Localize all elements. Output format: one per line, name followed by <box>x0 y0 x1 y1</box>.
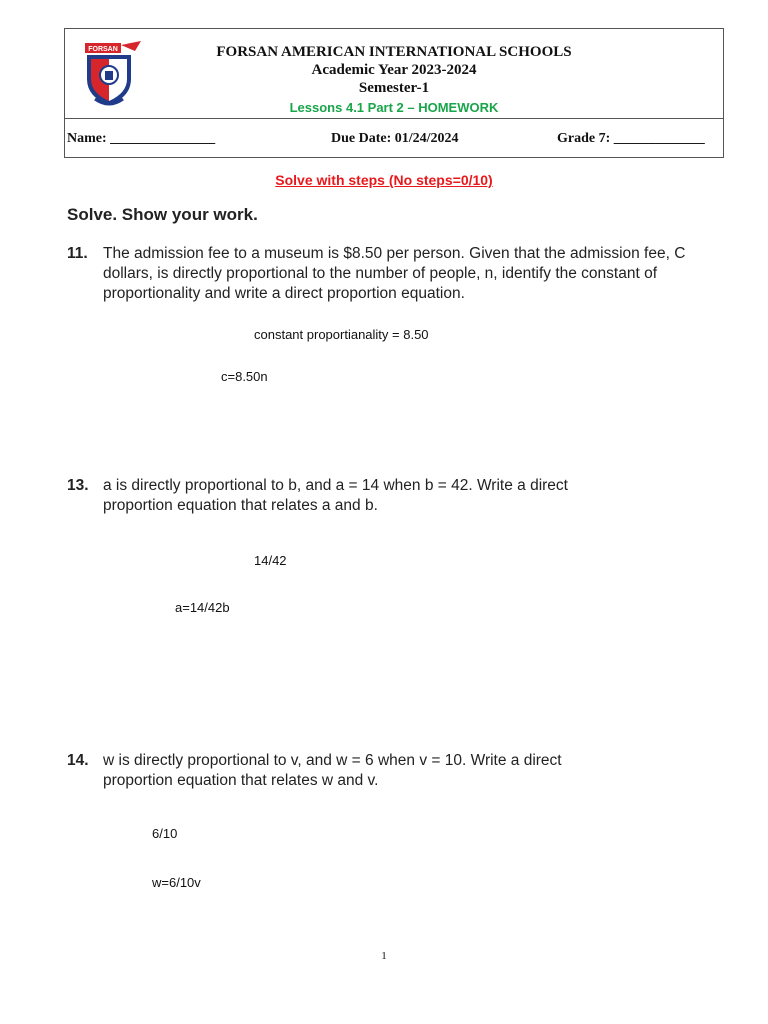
answer-14-line-1: 6/10 <box>152 826 178 841</box>
question-number: 14. <box>67 752 89 769</box>
answer-13-line-1: 14/42 <box>254 553 287 568</box>
question-text: The admission fee to a museum is $8.50 per person. Given that the admission fee, C dollars, is directly proportional to the number of people, n, identify the constant of proportionality and write a direct proportion equation. <box>103 245 686 302</box>
lesson-title: Lessons 4.1 Part 2 – HOMEWORK <box>289 100 499 115</box>
question-text: a is directly proportional to b, and a = 14 when b = 42. Write a direct proportion equation that relates a and b. <box>103 477 568 514</box>
answer-11-line-2: c=8.50n <box>221 369 268 384</box>
school-heading <box>65 43 723 117</box>
question-13 <box>67 476 707 516</box>
answer-11-line-1: constant proportianality = 8.50 <box>254 327 429 342</box>
question-text: w is directly proportional to v, and w = 6 when v = 10. Write a direct proportion equation that relates w and v. <box>103 752 562 789</box>
grade-field: Grade 7: _____________ <box>557 131 705 146</box>
section-title: Solve. Show your work. <box>67 205 258 224</box>
svg-text:FORSAN: FORSAN <box>88 46 118 53</box>
semester: Semester-1 <box>358 80 430 96</box>
name-field: Name: _______________ <box>67 131 216 146</box>
answer-13-line-2: a=14/42b <box>175 600 230 615</box>
page-number: 1 <box>381 950 387 962</box>
student-fields <box>65 119 723 157</box>
question-number: 11. <box>67 245 88 262</box>
question-number: 13. <box>67 477 89 494</box>
answer-14-line-2: w=6/10v <box>152 875 201 890</box>
due-date: Due Date: 01/24/2024 <box>331 131 459 146</box>
header-top <box>65 29 723 119</box>
header-box <box>64 28 724 158</box>
school-name: FORSAN AMERICAN INTERNATIONAL SCHOOLS <box>216 44 572 60</box>
academic-year: Academic Year 2023-2024 <box>311 62 477 78</box>
instruction: Solve with steps (No steps=0/10) <box>275 172 493 188</box>
question-14 <box>67 751 707 791</box>
question-11 <box>67 244 707 304</box>
